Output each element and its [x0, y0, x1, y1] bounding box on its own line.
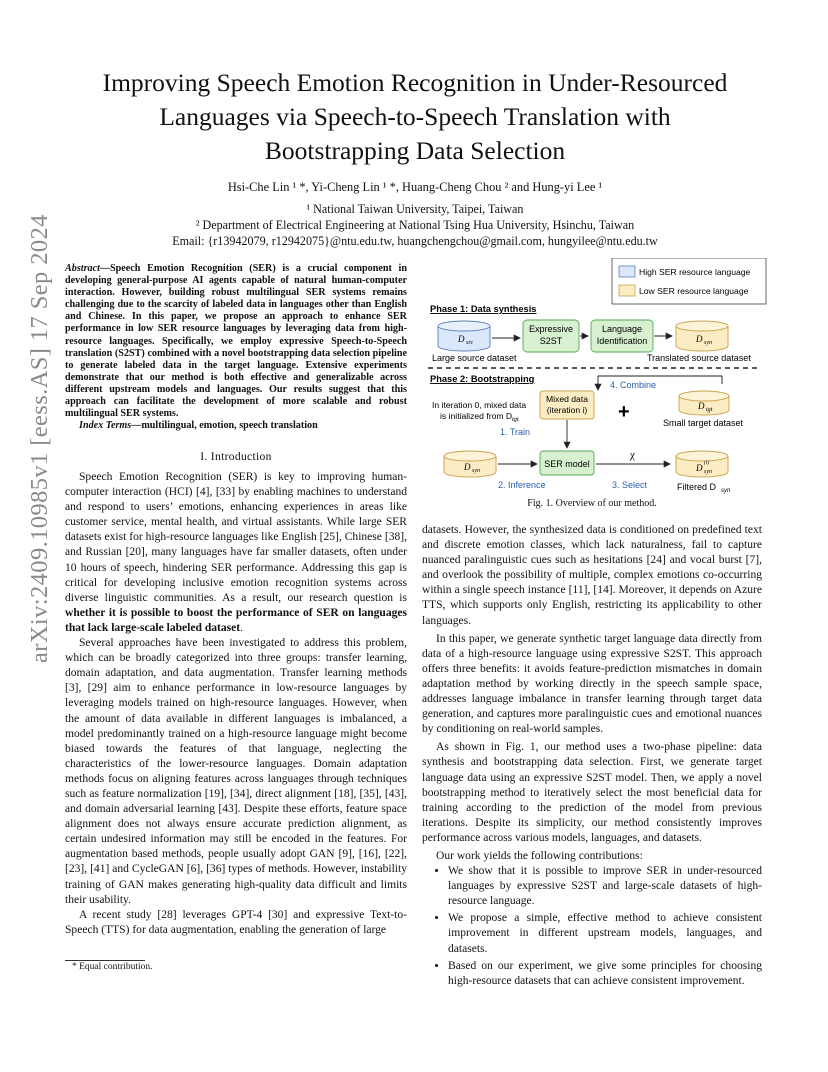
mixed-line-2: (iteration i) [546, 405, 588, 415]
email-line: Email: {r13942079, r12942075}@ntu.edu.tw, huangchengchou@gmail.com, hungyilee@ntu.edu.tw [172, 234, 658, 248]
filtered-cylinder [676, 451, 728, 477]
arxiv-stamp [14, 214, 54, 665]
iter-note-2: is initialized from D [440, 411, 513, 421]
legend-high-label: High SER resource language [639, 267, 751, 277]
select-label: 3. Select [612, 480, 648, 490]
dsyn2-sub: syn [472, 468, 480, 474]
train-label: 1. Train [500, 427, 531, 437]
combine-label: 4. Combine [610, 380, 657, 390]
legend-box [612, 258, 766, 304]
dtgt-cylinder [679, 391, 729, 415]
iter-note-1: In iteration 0, mixed data [432, 400, 527, 410]
s2st-line-2: S2ST [539, 336, 563, 346]
inference-label: 2. Inference [498, 480, 546, 490]
affiliation-1: ¹ National Taiwan University, Taipei, Taiwan [306, 202, 524, 216]
filtered-cyl-sub: syn [704, 469, 712, 475]
legend-high-swatch [619, 266, 635, 277]
large-source-label: Large source dataset [432, 353, 517, 363]
right-paragraph-4: Our work yields the following contributions: [436, 849, 643, 862]
legend-low-swatch [619, 285, 635, 296]
intro-left-column [65, 470, 407, 938]
filtered-sub: syn [721, 488, 731, 494]
dsyn-sub: syn [704, 340, 712, 346]
right-paragraph-2: In this paper, we generate synthetic target language data directly from data of a high-resource language using expressive S2ST. This approach offers three benefits: it avoids feature-prediction mismatches in domain adaptation method by working directly in the speech sample space, addresses language imbalance in transfer learning through target data generation, and captures more paralinguistic cues and emotional nuances by conditioning on real-world samples. [422, 632, 762, 736]
right-paragraph-3: As shown in Fig. 1, our method uses a two-phase pipeline: data synthesis and bootstrapping data selection. First, we generate target language data using an expressive S2ST model. Then, we apply a novel bootstrapping method to iteratively select the most beneficial data for training according to the prediction of the model from previous iterations. Despite its simplicity, our method consistently improves performance across various models, languages, and datasets. [422, 741, 762, 844]
intro-paragraph-3: A recent study [28] leverages GPT-4 [30] and expressive Text-to-Speech (TTS) for data augmentation, enabling the generation of large [65, 908, 407, 936]
figure-1 [422, 258, 767, 498]
contributions-list [422, 864, 762, 989]
research-question: whether it is possible to boost the performance of SER on languages that lack large-scale labeled dataset [65, 606, 407, 634]
title-line-3: Bootstrapping Data Selection [264, 136, 566, 165]
section-heading-introduction: I. Introduction [200, 450, 272, 463]
dsrc-sub: src [466, 340, 474, 346]
footnote: * Equal contribution. [72, 962, 153, 972]
dsyn2-label: D [464, 462, 471, 472]
list-item: • We show that it is possible to improve SER in under-resourced languages by expressive S2ST and large-scale datasets of high-resource language. [448, 864, 762, 909]
paper-title [60, 66, 770, 168]
footnote-rule [65, 960, 145, 961]
abstract-label: Abstract [65, 263, 100, 274]
intro-p1-text: Speech Emotion Recognition (SER) is key to improving human-computer interaction (HCI) [4], [33] by enabling machines to understand and respond to users’ emotions, enhancing experiences in areas like customer service, mental health, and virtual assistants. While large SER datasets exist for high-resource languages like English [25], Chinese [38], and Russian [20], many languages have far smaller datasets, often under 10 hours of speech, hindering SER performance. Addressing this gap is critical for developing inclusive emotion recognition systems across diverse linguistic communities. As a result, our research question is [65, 471, 407, 604]
right-column [422, 523, 762, 991]
right-paragraph-1: datasets. However, the synthesized data is conditioned on predefined text and discrete emotion classes, which lack naturalness, fail to capture nuanced paralinguistic cues such as hesitations [24] and vocal burst [7], and overlook the possibility of multiple, complex emotions co-occurring within a single speech instance [11], [14]. Moreover, it depends on Azure TTS, which supports only English, restricting its applicability to other languages. [422, 524, 762, 627]
dsyn-cylinder [676, 321, 728, 351]
phase-2-label: Phase 2: Bootstrapping [430, 374, 535, 384]
filtered-cyl-label: D [696, 463, 703, 473]
intro-paragraph-1 [65, 470, 407, 636]
affiliation-2: ² Department of Electrical Engineering at National Tsing Hua University, Hsinchu, Taiwan [195, 218, 635, 232]
author-list: Hsi-Che Lin ¹ *, Yi-Cheng Lin ¹ *, Huang-Cheng Chou ² and Hung-yi Lee ¹ [227, 180, 603, 194]
dsyn-label: D [696, 334, 703, 344]
legend-low-label: Low SER resource language [639, 286, 749, 296]
abstract [65, 263, 407, 432]
intro-p1-end: . [240, 621, 243, 634]
dsrc-cylinder [438, 321, 490, 351]
lid-line-1: Language [601, 324, 643, 334]
chi-symbol: χ [630, 449, 635, 461]
dtgt-sub: tgt [706, 407, 713, 413]
dsyn-cylinder-2 [444, 451, 496, 477]
arxiv-id: arXiv:2409.10985v1 [eess.AS] 17 Sep 2024 [26, 214, 53, 663]
list-item: • We propose a simple, effective method to achieve consistent improvement in different upstream models, languages, and datasets. [448, 911, 762, 956]
intro-paragraph-2: Several approaches have been investigated to address this problem, which can be broadly categorized into three groups: transfer learning, domain adaptation, and data augmentation. Transfer learning methods [3], [29] aim to enhance performance in low-resource languages by leveraging models trained on high-resource languages. However, when the amount of data available in different languages is imbalanced, a model predominantly trained on a high-resource language might become biased towards the features of that language, neglecting the characteristics of the lower-resource languages. Domain adaptation methods focus on aligning features across languages through techniques such as feature normalization [19], [34], direct alignment [18], [35], [43], and domain adversarial learning [43]. Despite these efforts, feature space alignment does not always ensure accurate prediction alignment, as certain undesired information may still be encoded in the features. For augmentation based methods, people usually adopt GAN [9], [16], [22], [23], [41] and CycleGAN [6], [36] types of methods. However, instability training of GAN makes generating high-quality data difficult and limits their usability. [65, 637, 407, 906]
mixed-line-1: Mixed data [545, 394, 589, 404]
ser-model-label: SER model [544, 459, 590, 469]
plus-sign: + [618, 401, 630, 423]
list-item: • Based on our experiment, we give some principles for choosing high-resource datasets that can achieve consistent improvement. [448, 959, 762, 989]
index-terms-label: Index Terms [79, 420, 132, 432]
phase-1-label: Phase 1: Data synthesis [430, 304, 537, 314]
title-line-2: Languages via Speech-to-Speech Translation with [159, 102, 671, 131]
title-line-1: Improving Speech Emotion Recognition in Under-Resourced [102, 68, 728, 97]
filtered-cyl-sup: (i) [704, 460, 710, 466]
small-target-label: Small target dataset [663, 418, 744, 428]
filtered-label: Filtered D [677, 482, 717, 492]
abstract-text: —Speech Emotion Recognition (SER) is a crucial component in developing general-purpose AI agents capable of natural human-computer interaction. However, building robust multilingual SER systems remains challenging due to the scarcity of labeled data in languages other than English and Chinese. In this paper, we propose an approach to enhance SER performance in low SER resource languages by leveraging data from high-resource languages. Specifically, we employ expressive Speech-to-Speech translation (S2ST) combined with a novel bootstrapping data selection pipeline to generate labeled data in the target language. Extensive experiments demonstrate that our method is both effective and generalizable across different upstream models and languages. Our results suggest that this approach can facilitate the development of more scalable and robust multilingual SER systems. [65, 263, 407, 420]
figure-caption: Fig. 1. Overview of our method. [527, 498, 657, 509]
figure-1-diagram [422, 258, 767, 498]
translated-label: Translated source dataset [647, 353, 751, 363]
s2st-line-1: Expressive [528, 324, 574, 334]
dtgt-label: D [698, 401, 705, 411]
dsrc-label: D [458, 334, 465, 344]
iter-note-sub: tgt. [512, 417, 521, 423]
index-terms-text: —multilingual, emotion, speech translation [131, 420, 318, 432]
lid-line-2: Identification [596, 336, 648, 346]
